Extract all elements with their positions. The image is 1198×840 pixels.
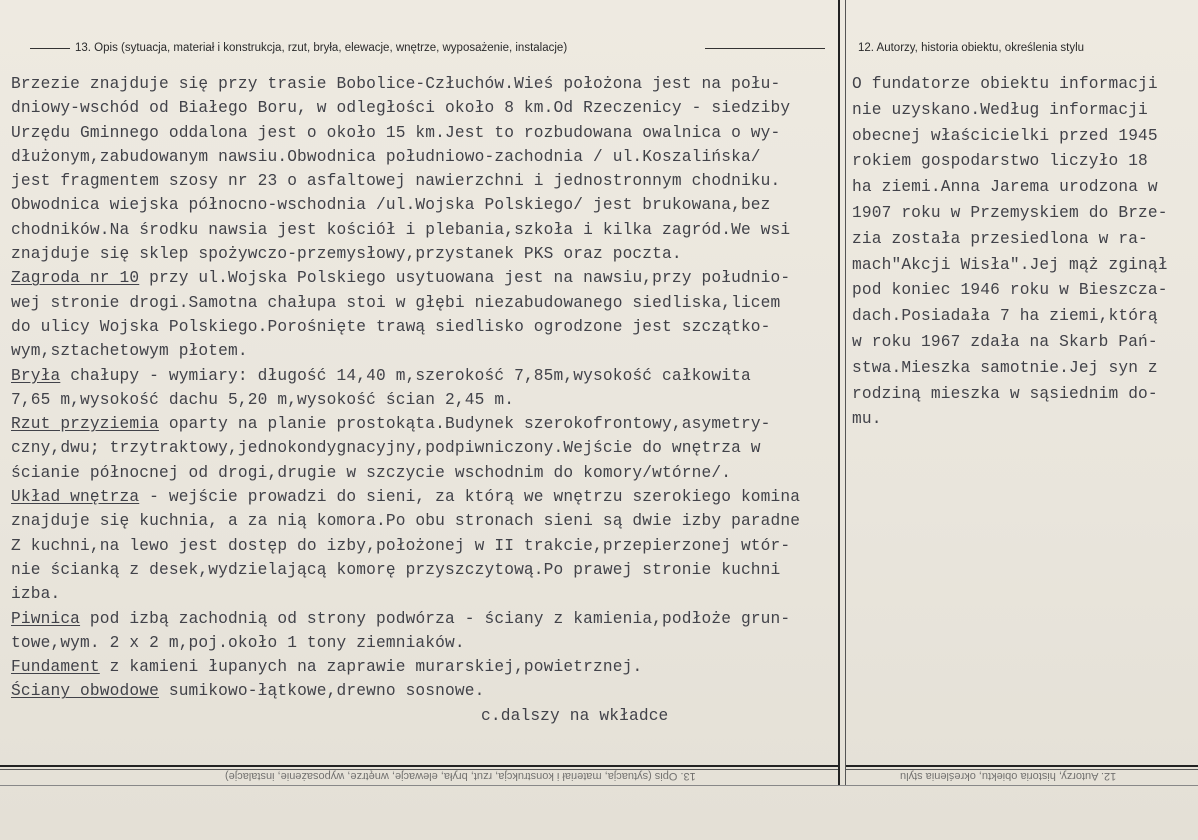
description-text — [11, 72, 837, 728]
description-line: Fundament z kamieni łupanych na zaprawie murarskiej,powietrznej. — [11, 658, 643, 677]
header-dash — [30, 48, 70, 49]
history-line: mach"Akcji Wisła".Jej mąż zginął — [852, 255, 1168, 274]
underlined-heading: Fundament — [11, 658, 100, 677]
description-line: chodników.Na środku nawsia jest kościół i plebania,szkoła i kilka zagród.We wsi — [11, 220, 791, 239]
history-line: rodziną mieszka w sąsiednim do- — [852, 384, 1158, 403]
history-line: obecnej właścicielki przed 1945 — [852, 126, 1158, 145]
column-divider-thin — [845, 0, 846, 785]
bottom-edge — [0, 785, 1198, 786]
description-line: do ulicy Wojska Polskiego.Porośnięte trawą siedlisko ogrodzone jest szczątko- — [11, 317, 771, 336]
description-line: Układ wnętrza - wejście prowadzi do sieni, za którą we wnętrzu szerokiego komina — [11, 488, 801, 507]
history-line: mu. — [852, 410, 882, 429]
column-divider — [838, 0, 840, 785]
description-line: Ściany obwodowe sumikowo-łątkowe,drewno sosnowe. — [11, 682, 485, 701]
description-line: ścianie północnej od drogi,drugie w szczycie wschodnim do komory/wtórne/. — [11, 463, 732, 482]
right-section-header: 12. Autorzy, historia obiektu, określenia stylu — [858, 42, 1085, 54]
description-line: znajduje się sklep spożywczo-przemysłowy,przystanek PKS oraz poczta. — [11, 245, 682, 264]
underlined-heading: Układ wnętrza — [11, 488, 140, 507]
underlined-heading: Ściany obwodowe — [11, 682, 159, 701]
description-line: nie ścianką z desek,wydzielającą komorę przyszczytową.Po prawej stronie kuchni — [11, 560, 781, 579]
description-line: dniowy-wschód od Białego Boru, w odległości około 8 km.Od Rzeczenicy - siedziby — [11, 99, 791, 118]
underlined-heading: Zagroda nr 10 — [11, 269, 140, 288]
history-line: nie uzyskano.Według informacji — [852, 100, 1148, 119]
description-line: Rzut przyziemia oparty na planie prostokąta.Budynek szerokofrontowy,asymetry- — [11, 415, 771, 434]
underlined-heading: Bryła — [11, 366, 61, 385]
description-line: towe,wym. 2 x 2 m,poj.około 1 tony ziemniaków. — [11, 633, 465, 652]
underlined-heading: Piwnica — [11, 609, 81, 628]
mirrored-left-header: 13. Opis (sytuacja, materiał i konstrukcja, rzut, bryła, elewacje, wnętrze, wyposażenie, instalacje) — [225, 770, 696, 782]
history-line: w roku 1967 zdała na Skarb Pań- — [852, 332, 1158, 351]
history-line: O fundatorze obiektu informacji — [852, 75, 1158, 93]
history-line: stwa.Mieszka samotnie.Jej syn z — [852, 358, 1158, 377]
history-line: zia została przesiedlona w ra- — [852, 229, 1148, 248]
continuation-note: c.dalszy na wkładce — [481, 706, 669, 725]
left-section-header: 13. Opis (sytuacja, materiał i konstrukcja, rzut, bryła, elewacje, wnętrze, wyposażenie, instalacje) — [75, 42, 568, 54]
description-line: Piwnica pod izbą zachodnią od strony podwórza - ściany z kamienia,podłoże grun- — [11, 609, 791, 628]
description-line: wej stronie drogi.Samotna chałupa stoi w głębi niezabudowanego siedliska,licem — [11, 293, 781, 312]
bottom-rule — [0, 765, 838, 767]
description-line: Urzędu Gminnego oddalona jest o około 15 km.Jest to rozbudowana owalnica o wy- — [11, 123, 781, 142]
description-line: 7,65 m,wysokość dachu 5,20 m,wysokość ścian 2,45 m. — [11, 390, 515, 409]
history-line: 1907 roku w Przemyskiem do Brze- — [852, 203, 1168, 222]
description-line: znajduje się kuchnia, a za nią komora.Po obu stronach sieni są dwie izby paradne — [11, 512, 801, 531]
bottom-rule-right — [846, 765, 1198, 767]
description-line: wym,sztachetowym płotem. — [11, 342, 248, 361]
description-line: dłużonym,zabudowanym nawsiu.Obwodnica południowo-zachodnia / ul.Koszalińska/ — [11, 147, 761, 166]
description-line: Bryła chałupy - wymiary: długość 14,40 m,szerokość 7,85m,wysokość całkowita — [11, 366, 751, 385]
description-line: jest fragmentem szosy nr 23 o asfaltowej nawierzchni i jednostronnym chodniku. — [11, 172, 781, 191]
underlined-heading: Rzut przyziemia — [11, 415, 159, 434]
description-line: izba. — [11, 585, 61, 604]
mirrored-right-header: 12. Autorzy, historia obiektu, określenia stylu — [900, 770, 1117, 782]
history-line: rokiem gospodarstwo liczyło 18 — [852, 152, 1148, 171]
history-line: pod koniec 1946 roku w Bieszcza- — [852, 281, 1168, 300]
description-line: Obwodnica wiejska północno-wschodnia /ul.Wojska Polskiego/ jest brukowana,bez — [11, 196, 771, 215]
history-line: ha ziemi.Anna Jarema urodzona w — [852, 178, 1158, 197]
header-dash-right — [705, 48, 825, 49]
description-line: Z kuchni,na lewo jest dostęp do izby,położonej w II trakcie,przepierzonej wtór- — [11, 536, 791, 555]
description-line: Brzezie znajduje się przy trasie Bobolice-Człuchów.Wieś położona jest na połu- — [11, 75, 781, 93]
history-line: dach.Posiadała 7 ha ziemi,którą — [852, 307, 1158, 326]
description-line: czny,dwu; trzytraktowy,jednokondygnacyjny,podpiwniczony.Wejście do wnętrza w — [11, 439, 761, 458]
history-text — [852, 72, 1192, 433]
description-line: Zagroda nr 10 przy ul.Wojska Polskiego usytuowana jest na nawsiu,przy południo- — [11, 269, 791, 288]
